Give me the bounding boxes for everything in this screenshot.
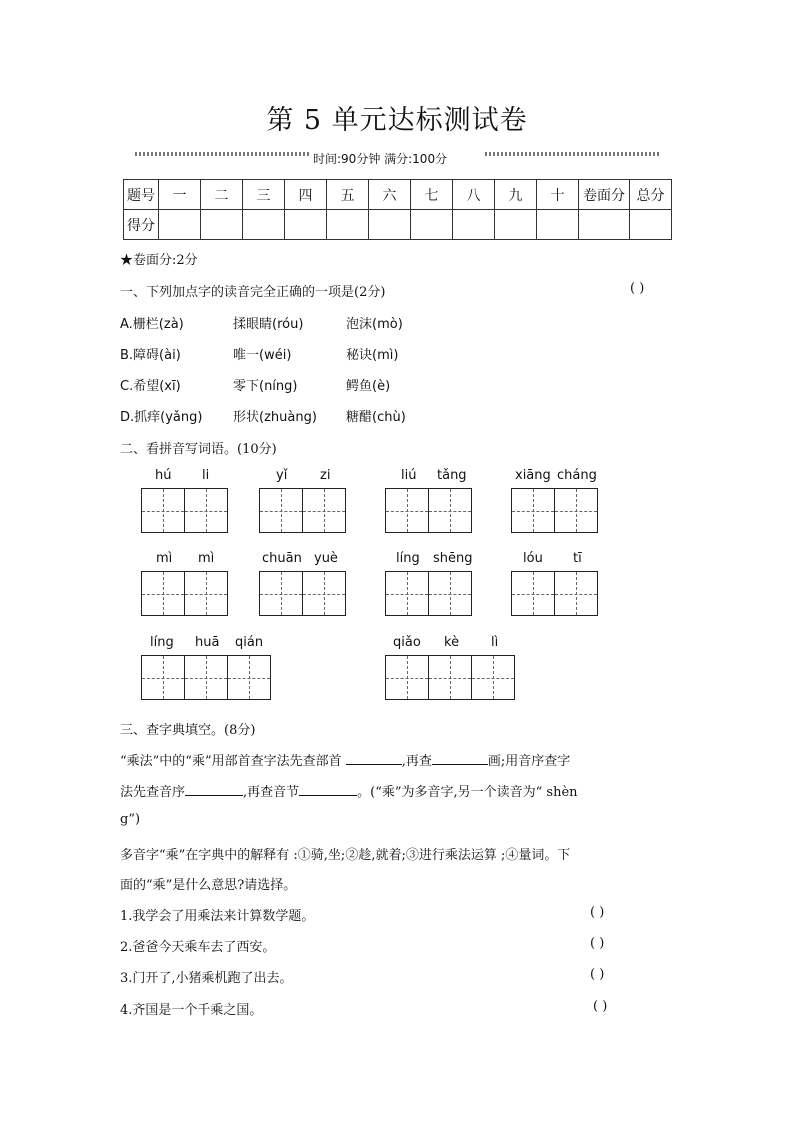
- decorative-wave-right: [485, 152, 659, 156]
- pinyin-label: kè: [444, 635, 460, 650]
- header-cell: 十: [537, 180, 579, 210]
- q3-item-3: 3.门开了,小猪乘机跑了出去。: [120, 971, 293, 986]
- q1-option-d2: 形状(zhuàng): [233, 410, 317, 425]
- score-cell[interactable]: [327, 210, 369, 240]
- fill-blank-letter[interactable]: [185, 783, 243, 796]
- q1-option-b3: 秘诀(mì): [346, 348, 399, 363]
- pinyin-label: shēng: [433, 551, 473, 566]
- q3-answer-paren-3[interactable]: ( ): [590, 967, 605, 982]
- pinyin-label: liú: [401, 468, 417, 483]
- q3-text: ,再查音节: [243, 785, 300, 800]
- q3-paragraph-line2: [120, 781, 578, 800]
- writing-grid-ling-hua-qian[interactable]: [141, 655, 271, 700]
- q1-option-c1: C.希望(xī): [120, 379, 181, 394]
- q3-meanings-line2: 面的“乘”是什么意思?请选择。: [120, 878, 297, 893]
- writing-grid-qiao-ke-li[interactable]: [385, 655, 515, 700]
- q3-text: 。(“乘”为多音字,另一个读音为“ shèn: [357, 785, 578, 800]
- q1-option-b1: B.障碍(ài): [120, 348, 181, 363]
- q1-answer-paren[interactable]: ( ): [630, 281, 645, 296]
- fill-blank-radical[interactable]: [346, 752, 402, 765]
- score-cell[interactable]: [537, 210, 579, 240]
- header-cell: 一: [159, 180, 201, 210]
- q3-title: 三、查字典填空。(8分): [120, 723, 256, 738]
- q1-option-a1: A.栅栏(zà): [120, 317, 184, 332]
- neatness-score: ★卷面分:2分: [120, 253, 198, 268]
- q3-item-1: 1.我学会了用乘法来计算数学题。: [120, 909, 315, 924]
- pinyin-label: tǎng: [437, 468, 467, 483]
- pinyin-label: mì: [198, 551, 215, 566]
- q3-meanings-line1: 多音字“乘”在字典中的解释有 :①骑,坐;②趁,就着;③进行乘法运算 ;④量词。下: [120, 848, 571, 863]
- q1-option-c3: 鳄鱼(è): [346, 379, 391, 394]
- pinyin-label: cháng: [557, 468, 597, 483]
- decorative-wave-left: [135, 152, 311, 156]
- pinyin-label: lì: [491, 635, 499, 650]
- pinyin-label: mì: [156, 551, 173, 566]
- pinyin-label: qiǎo: [393, 635, 421, 650]
- q1-option-c2: 零下(níng): [233, 379, 298, 394]
- writing-grid-mi-mi[interactable]: [141, 571, 228, 616]
- q1-option-d1: D.抓痒(yǎng): [120, 410, 203, 425]
- writing-grid-hu-li[interactable]: [141, 488, 228, 533]
- pinyin-label: qián: [235, 635, 264, 650]
- pinyin-label: tī: [573, 551, 582, 566]
- score-cell[interactable]: [243, 210, 285, 240]
- q3-item-4: 4.齐国是一个千乘之国。: [120, 1003, 263, 1018]
- q3-answer-paren-2[interactable]: ( ): [590, 936, 605, 951]
- score-cell[interactable]: [495, 210, 537, 240]
- q3-answer-paren-4[interactable]: ( ): [593, 999, 608, 1014]
- pinyin-label: li: [202, 468, 210, 483]
- pinyin-label: yǐ: [276, 468, 288, 483]
- pinyin-label: yuè: [314, 551, 338, 566]
- q3-answer-paren-1[interactable]: ( ): [590, 905, 605, 920]
- q3-text: 法先查音序: [120, 785, 186, 800]
- pinyin-label: lóu: [523, 551, 543, 566]
- q1-option-a2: 揉眼睛(róu): [233, 317, 304, 332]
- header-cell: 九: [495, 180, 537, 210]
- q3-text: 画;用音序查字: [487, 754, 571, 769]
- subtitle-line: [135, 150, 659, 164]
- q1-option-b2: 唯一(wéi): [233, 348, 292, 363]
- pinyin-label: líng: [396, 551, 420, 566]
- writing-grid-chuan-yue[interactable]: [259, 571, 346, 616]
- header-cell: 八: [453, 180, 495, 210]
- score-cell[interactable]: [201, 210, 243, 240]
- row-label: 得分: [124, 210, 159, 240]
- score-table-score-row: [124, 210, 672, 240]
- score-cell[interactable]: [453, 210, 495, 240]
- score-table: [123, 179, 672, 240]
- pinyin-label: zi: [320, 468, 331, 483]
- writing-grid-liu-tang[interactable]: [385, 488, 472, 533]
- score-cell[interactable]: [369, 210, 411, 240]
- q3-paragraph-line1: [120, 750, 570, 769]
- writing-grid-xiang-chang[interactable]: [511, 488, 598, 533]
- writing-grid-ling-sheng[interactable]: [385, 571, 472, 616]
- pinyin-label: chuān: [262, 551, 302, 566]
- header-cell: 五: [327, 180, 369, 210]
- score-cell[interactable]: [411, 210, 453, 240]
- header-cell: 题号: [124, 180, 159, 210]
- time-and-score: 时间:90分钟 满分:100分: [313, 152, 448, 166]
- header-cell: 二: [201, 180, 243, 210]
- score-cell[interactable]: [285, 210, 327, 240]
- writing-grid-lou-ti[interactable]: [511, 571, 598, 616]
- q1-option-a3: 泡沫(mò): [346, 317, 403, 332]
- pinyin-label: hú: [155, 468, 172, 483]
- q3-paragraph-line3: g”): [120, 812, 141, 827]
- pinyin-label: líng: [150, 635, 174, 650]
- header-cell: 三: [243, 180, 285, 210]
- header-cell: 七: [411, 180, 453, 210]
- q3-text: “乘法”中的“乘”用部首查字法先查部首: [120, 754, 342, 769]
- q2-title: 二、看拼音写词语。(10分): [120, 442, 277, 457]
- score-cell[interactable]: [579, 210, 630, 240]
- fill-blank-syllable[interactable]: [299, 783, 357, 796]
- q1-option-d3: 糖醋(chù): [346, 410, 406, 425]
- header-cell: 总分: [630, 180, 672, 210]
- score-table-header-row: [124, 180, 672, 210]
- q1-title: 一、下列加点字的读音完全正确的一项是(2分): [120, 285, 386, 300]
- pinyin-label: huā: [195, 635, 220, 650]
- header-cell: 卷面分: [579, 180, 630, 210]
- writing-grid-yi-zi[interactable]: [259, 488, 346, 533]
- header-cell: 四: [285, 180, 327, 210]
- q3-item-2: 2.爸爸今天乘车去了西安。: [120, 940, 276, 955]
- pinyin-label: xiāng: [515, 468, 551, 483]
- header-cell: 六: [369, 180, 411, 210]
- score-cell[interactable]: [630, 210, 672, 240]
- fill-blank-strokes[interactable]: [432, 752, 488, 765]
- score-cell[interactable]: [159, 210, 201, 240]
- q3-text: ,再查: [401, 754, 432, 769]
- page-title: 第 5 单元达标测试卷: [266, 105, 528, 136]
